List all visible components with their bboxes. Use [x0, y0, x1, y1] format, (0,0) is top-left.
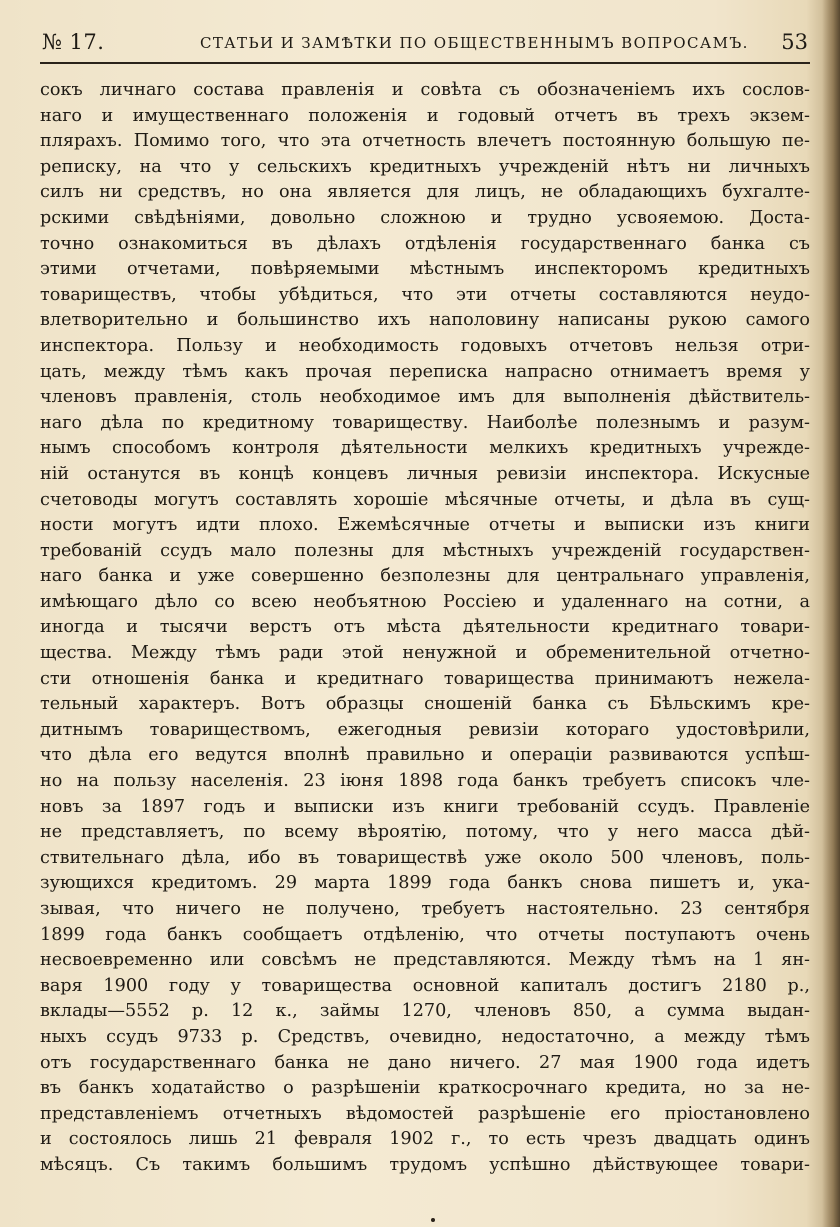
text-line: не представляетъ, по всему вѣроятію, потому, что у него масса дѣй-: [40, 822, 810, 843]
text-line: плярахъ. Помимо того, что эта отчетность влечетъ постоянную большую пе-: [40, 131, 810, 152]
text-line: иногда и тысячи верстъ отъ мѣста дѣятельности кредитнаго товари-: [40, 617, 810, 638]
text-line: несвоевременно или совсѣмъ не представляются. Между тѣмъ на 1 ян-: [40, 950, 810, 971]
text-line: счетоводы могутъ составлять хорошіе мѣсячные отчеты, и дѣла въ сущ-: [40, 489, 810, 510]
text-line: силъ ни средствъ, но она является для лицъ, не обладающихъ бухгалте-: [40, 182, 810, 203]
text-line: и состоялось лишь 21 февраля 1902 г., то есть чрезъ двадцать одинъ: [40, 1129, 810, 1150]
section-title: СТАТЬИ И ЗАМѢТКИ ПО ОБЩЕСТВЕННЫМЪ ВОПРОСАМЪ.: [200, 34, 749, 52]
text-line: мѣсяцъ. Съ такимъ большимъ трудомъ успѣшно дѣйствующее товари-: [40, 1154, 810, 1175]
text-line: членовъ правленія, столь необходимое имъ для выполненія дѣйствитель-: [40, 387, 810, 408]
text-line: зующихся кредитомъ. 29 марта 1899 года банкъ снова пишетъ и, ука-: [40, 873, 810, 894]
text-line: что дѣла его ведутся вполнѣ правильно и операціи развиваются успѣш-: [40, 745, 810, 766]
text-line: зывая, что ничего не получено, требуетъ настоятельно. 23 сентября: [40, 899, 810, 919]
signature-mark-dot: [431, 1218, 435, 1222]
text-line: влетворительно и большинство ихъ наполовину написаны рукою самого: [40, 310, 810, 331]
text-line: варя 1900 году у товарищества основной капиталъ достигъ 2180 р.,: [40, 975, 810, 996]
text-line: представленіемъ отчетныхъ вѣдомостей разрѣшеніе его пріостановлено: [40, 1103, 810, 1124]
text-line: 1899 года банкъ сообщаетъ отдѣленію, что отчеты поступаютъ очень: [40, 924, 810, 945]
text-line: наго банка и уже совершенно безполезны для центральнаго управленія,: [40, 566, 810, 587]
header-rule: [40, 62, 810, 64]
text-line: реписку, на что у сельскихъ кредитныхъ учрежденій нѣтъ ни личныхъ: [40, 156, 810, 177]
text-line: требованій ссудъ мало полезны для мѣстныхъ учрежденій государствен-: [40, 540, 810, 561]
text-line: рскими свѣдѣніями, довольно сложною и трудно усвояемою. Доста-: [40, 207, 810, 228]
text-line: наго дѣла по кредитному товариществу. Наиболѣе полезнымъ и разум-: [40, 412, 810, 433]
text-line: вклады—5552 р. 12 к., займы 1270, членовъ 850, а сумма выдан-: [40, 1001, 810, 1022]
running-header: [40, 26, 810, 60]
text-line: сокъ личнаго состава правленія и совѣта съ обозначеніемъ ихъ сослов-: [40, 80, 810, 100]
text-line: щества. Между тѣмъ ради этой ненужной и обременительной отчетно-: [40, 643, 810, 664]
page-edge-shadow: [822, 0, 840, 1227]
text-line: товариществъ, чтобы убѣдиться, что эти отчеты составляются неудо-: [40, 284, 810, 305]
text-line: въ банкъ ходатайство о разрѣшеніи краткосрочнаго кредита, но за не-: [40, 1078, 810, 1099]
text-line: новъ за 1897 годъ и выписки изъ книги требованій ссудъ. Правленіе: [40, 796, 810, 817]
text-line: сти отношенія банка и кредитнаго товарищества принимаютъ нежела-: [40, 668, 810, 689]
text-line: отъ государственнаго банка не дано ничего. 27 мая 1900 года идетъ: [40, 1052, 810, 1073]
text-line: ній останутся въ концѣ концевъ личныя ревизіи инспектора. Искусные: [40, 463, 810, 484]
text-line: нымъ способомъ контроля дѣятельности мелкихъ кредитныхъ учрежде-: [40, 438, 810, 459]
text-line: дитнымъ товариществомъ, ежегодныя ревизіи котораго удостовѣрили,: [40, 719, 810, 740]
issue-number: № 17.: [42, 30, 105, 54]
text-line: этими отчетами, повѣряемыми мѣстнымъ инспекторомъ кредитныхъ: [40, 259, 810, 280]
text-line: ности могутъ идти плохо. Ежемѣсячные отчеты и выписки изъ книги: [40, 515, 810, 536]
text-line: ствительнаго дѣла, ибо въ товариществѣ уже около 500 членовъ, поль-: [40, 847, 810, 868]
text-line: имѣющаго дѣло со всею необъятною Россіею и удаленнаго на сотни, а: [40, 591, 810, 612]
text-line: тельный характеръ. Вотъ образцы сношеній банка съ Бѣльскимъ кре-: [40, 694, 810, 715]
text-line: точно ознакомиться въ дѣлахъ отдѣленія государственнаго банка съ: [40, 233, 810, 254]
page-number: 53: [781, 30, 808, 54]
text-line: цать, между тѣмъ какъ прочая переписка напрасно отнимаетъ время у: [40, 361, 810, 382]
text-line: наго и имущественнаго положенія и годовый отчетъ въ трехъ экзем-: [40, 105, 810, 126]
text-line: инспектора. Пользу и необходимость годовыхъ отчетовъ нельзя отри-: [40, 335, 810, 356]
article-body: [40, 78, 810, 1179]
text-line: ныхъ ссудъ 9733 р. Средствъ, очевидно, недостаточно, а между тѣмъ: [40, 1026, 810, 1047]
text-line: но на пользу населенія. 23 іюня 1898 года банкъ требуетъ списокъ чле-: [40, 771, 810, 792]
